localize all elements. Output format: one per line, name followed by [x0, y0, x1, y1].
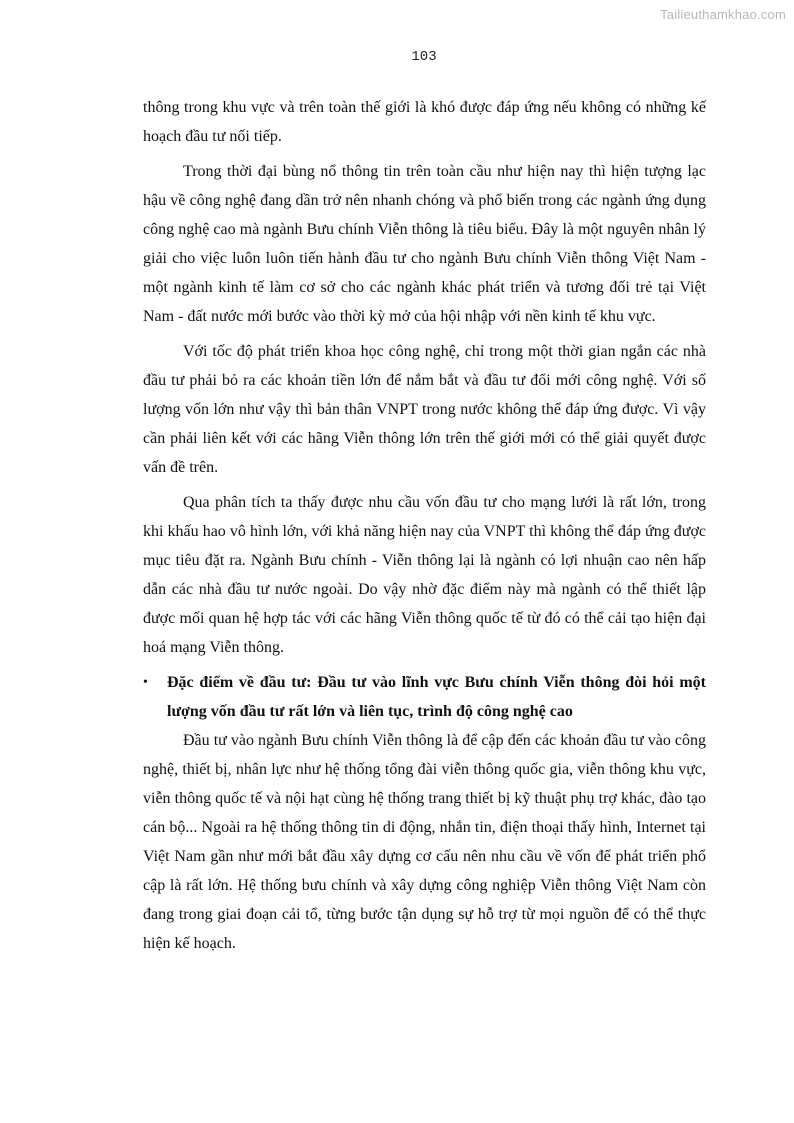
paragraph-tech-obsolescence: Trong thời đại bùng nổ thông tin trên toàn cầu như hiện nay thì hiện tượng lạc hậu về công nghệ đang dần trở nên nhanh chóng và phổ biến trong các ngành ứng dụng công nghệ cao mà ngành Bưu chính Viễn thông là tiêu biểu. Đây là một nguyên nhân lý giải cho việc luôn luôn tiến hành đầu tư cho ngành Bưu chính Viễn thông Việt Nam - một ngành kinh tế làm cơ sở cho các ngành khác phát triển và tương đối trẻ tại Việt Nam - đất nước mới bước vào thời kỳ mở của hội nhập với nền kinh tế khu vực. — [143, 163, 706, 325]
document-body — [143, 93, 706, 958]
page-number: 103 — [411, 49, 437, 65]
paragraph-analysis: Qua phân tích ta thấy được nhu cầu vốn đầu tư cho mạng lưới là rất lớn, trong khi khấu hao vô hình lớn, với khả năng hiện nay của VNPT thì không thể đáp ứng được mục tiêu đặt ra. Ngành Bưu chính - Viễn thông lại là ngành có lợi nhuận cao nên hấp dẫn các nhà đầu tư nước ngoài. Do vậy nhờ đặc điểm này mà ngành có thể thiết lập được mối quan hệ hợp tác với các hãng Viễn thông quốc tế từ đó có thể cải tạo hiện đại hoá mạng Viễn thông. — [143, 494, 706, 656]
paragraph-continuation: thông trong khu vực và trên toàn thế giới là khó được đáp ứng nếu không có những kế hoạch đầu tư nối tiếp. — [143, 99, 706, 145]
paragraph-tech-development: Với tốc độ phát triển khoa học công nghệ, chỉ trong một thời gian ngắn các nhà đầu tư phải bỏ ra các khoản tiền lớn để nắm bắt và đầu tư đổi mới công nghệ. Với số lượng vốn lớn như vậy thì bản thân VNPT trong nước không thể đáp ứng được. Vì vậy cần phải liên kết với các hãng Viễn thông lớn trên thế giới mới có thể giải quyết được vấn đề trên. — [143, 343, 706, 476]
paragraph-investment: Đầu tư vào ngành Bưu chính Viễn thông là để cập đến các khoản đầu tư vào công nghệ, thiết bị, nhân lực như hệ thống tổng đài viễn thông quốc gia, viễn thông khu vực, viễn thông quốc tế và nội hạt cùng hệ thống trang thiết bị kỹ thuật phụ trợ khác, đào tạo cán bộ... Ngoài ra hệ thống thông tin di động, nhắn tin, điện thoại thấy hình, Internet tại Việt Nam gần như mới bắt đầu xây dựng cơ cấu nên nhu cầu về vốn để phát triển phổ cập là rất lớn. Hệ thống bưu chính và xây dựng công nghiệp Viễn thông Việt Nam còn đang trong giai đoạn cải tổ, từng bước tận dụng sự hỗ trợ từ mọi nguồn để có thể thực hiện kế hoạch. — [143, 732, 706, 952]
watermark-text: Tailieuthamkhao.com — [660, 7, 786, 22]
bullet-dot-icon: • — [143, 675, 148, 690]
bullet-heading — [143, 668, 706, 726]
bullet-heading-text: Đặc điểm về đầu tư: Đầu tư vào lĩnh vực Bưu chính Viễn thông đòi hỏi một lượng vốn đầu tư rất lớn và liên tục, trình độ công nghệ cao — [167, 674, 706, 720]
